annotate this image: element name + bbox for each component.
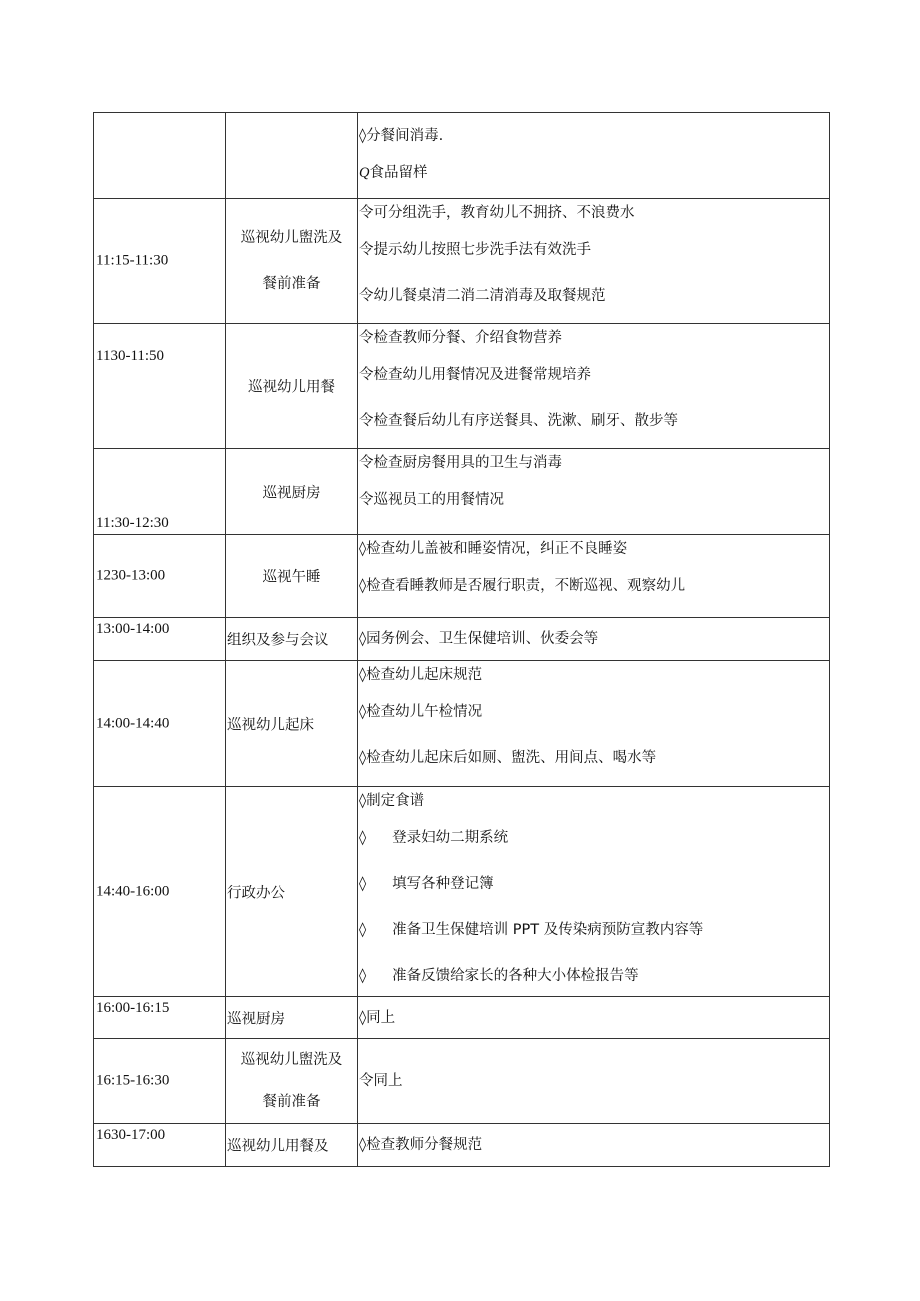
task-cell — [226, 113, 358, 199]
task-label: 巡视幼儿盥洗及 餐前准备 — [240, 230, 343, 292]
list-item: ◊ 填写各种登记簿 — [359, 876, 494, 892]
task-cell — [226, 449, 358, 535]
task-label: 巡视午睡 — [262, 569, 321, 586]
task-label: 行政办公 — [227, 885, 285, 901]
list-item: 令检查厨房餐用具的卫生与消毒 — [359, 455, 562, 471]
time-label: 13:00-14:00 — [96, 621, 170, 637]
list-item: 令可分组洗手，教育幼儿不拥挤、不浪费水 — [359, 205, 635, 221]
detail-cell — [358, 661, 830, 787]
table-row — [94, 661, 830, 787]
list-item: ◊ 登录妇幼二期系统 — [359, 830, 509, 846]
time-label: 1230-13:00 — [96, 567, 166, 584]
time-cell — [94, 324, 226, 449]
task-label: 巡视厨房 — [227, 1011, 285, 1027]
detail-list — [358, 449, 829, 523]
time-label: 11:15-11:30 — [96, 252, 169, 269]
detail-cell — [358, 535, 830, 618]
task-cell — [226, 787, 358, 997]
list-item: 令检查幼儿用餐情况及进餐常规培养 — [359, 367, 591, 383]
time-cell — [94, 199, 226, 324]
detail-cell — [358, 199, 830, 324]
list-item: 令检查教师分餐、介绍食物营养 — [359, 330, 562, 346]
time-cell — [94, 997, 226, 1039]
table-row — [94, 449, 830, 535]
list-item: ◊ 准备卫生保健培训 PPT 及传染病预防宣教内容等 — [359, 922, 704, 938]
list-item: 令幼儿餐桌清二消二清消毒及取餐规范 — [359, 288, 606, 304]
list-item: ◊检查幼儿午检情况 — [359, 704, 483, 720]
list-item: ◊检查幼儿起床后如厕、盥洗、用间点、喝水等 — [359, 750, 657, 766]
detail-list — [358, 199, 829, 319]
list-item: ◊检查教师分餐规范 — [359, 1137, 483, 1153]
detail-cell — [358, 449, 830, 535]
task-label: 组织及参与会议 — [227, 632, 329, 649]
list-item: ◊检查幼儿盖被和睡姿情况，纠正不良睡姿 — [359, 541, 628, 557]
time-label: 11:30-12:30 — [96, 515, 169, 531]
table-row — [94, 997, 830, 1039]
detail-list — [358, 324, 829, 444]
detail-list — [358, 535, 829, 609]
detail-list — [358, 628, 598, 650]
list-item: ◊制定食谱 — [359, 793, 425, 809]
detail-list — [358, 1134, 482, 1156]
table-row — [94, 787, 830, 997]
list-item: 令巡视员工的用餐情况 — [359, 492, 504, 508]
table-row — [94, 324, 830, 449]
task-cell — [226, 535, 358, 618]
time-cell — [94, 618, 226, 661]
task-cell — [226, 324, 358, 449]
detail-cell — [358, 1039, 830, 1124]
time-label: 14:40-16:00 — [96, 883, 170, 899]
task-cell — [226, 1124, 358, 1167]
list-item: ◊园务例会、卫生保健培训、伙委会等 — [359, 631, 599, 647]
time-cell — [94, 1039, 226, 1124]
detail-cell — [358, 1124, 830, 1167]
time-label: 1130-11:50 — [96, 348, 165, 364]
task-cell — [226, 199, 358, 324]
list-item: 令同上 — [359, 1073, 403, 1089]
time-cell — [94, 535, 226, 618]
time-label: 16:00-16:15 — [96, 1000, 170, 1016]
detail-list — [358, 1070, 403, 1092]
time-cell — [94, 787, 226, 997]
time-cell — [94, 1124, 226, 1167]
time-label: 14:00-14:40 — [96, 715, 170, 731]
detail-cell — [358, 618, 830, 661]
task-label: 巡视幼儿盥洗及 餐前准备 — [240, 1052, 343, 1110]
table-row — [94, 618, 830, 661]
detail-list — [358, 661, 829, 781]
detail-cell — [358, 787, 830, 997]
detail-cell — [358, 324, 830, 449]
detail-list — [358, 787, 829, 983]
task-cell — [226, 618, 358, 661]
task-label: 巡视幼儿用餐 — [248, 379, 335, 396]
time-label: 16:15-16:30 — [96, 1072, 170, 1089]
table-row — [94, 1124, 830, 1167]
list-item: ◊同上 — [359, 1009, 396, 1026]
table-row — [94, 1039, 830, 1124]
task-label: 巡视厨房 — [262, 485, 321, 501]
table-row — [94, 199, 830, 324]
list-item: ◊检查看睡教师是否履行职责，不断巡视、观察幼儿 — [359, 578, 686, 594]
schedule-table — [93, 112, 830, 1167]
time-cell — [94, 661, 226, 787]
detail-list — [358, 1007, 395, 1029]
detail-list — [358, 113, 829, 193]
list-item-clipped: ◊ 准备反馈给家长的各种大小体检报告等 — [359, 968, 639, 984]
task-cell — [226, 997, 358, 1039]
table-row — [94, 535, 830, 618]
list-item: 令检查餐后幼儿有序送餐具、洗漱、刷牙、散步等 — [359, 413, 678, 429]
list-item: 令提示幼儿按照七步洗手法有效洗手 — [359, 242, 591, 258]
time-cell — [94, 113, 226, 199]
list-item: ◊检查幼儿起床规范 — [359, 667, 483, 683]
task-label: 巡视幼儿起床 — [227, 717, 314, 733]
table-row — [94, 113, 830, 199]
task-label: 巡视幼儿用餐及 — [227, 1138, 329, 1155]
time-label: 1630-17:00 — [96, 1127, 166, 1143]
detail-cell — [358, 997, 830, 1039]
task-cell — [226, 1039, 358, 1124]
time-cell — [94, 449, 226, 535]
list-item: Q食品留样 — [359, 165, 428, 181]
task-cell — [226, 661, 358, 787]
detail-cell — [358, 113, 830, 199]
list-item: ◊分餐间消毒. — [359, 128, 444, 144]
